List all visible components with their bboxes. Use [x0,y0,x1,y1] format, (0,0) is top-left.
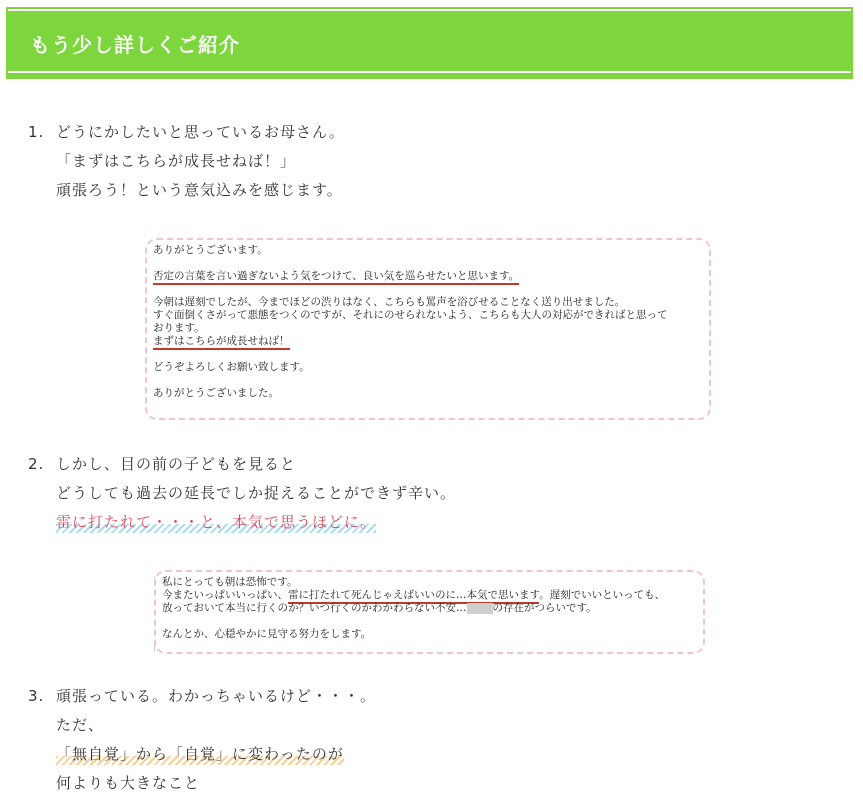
quote-line: ありがとうございました。 [153,387,279,399]
paragraph-line: しかし、目の前の子どもを見ると [56,455,297,473]
quote-line: 今朝は遅刻でしたが、今までほどの渋りはなく、こちらも罵声を浴びせることなく送り出せました。 [153,296,626,308]
quote-line: おります。 [153,322,205,334]
paragraph-line: どうしても過去の延長でしか捉えることができず辛い。 [56,484,457,502]
item-number: 1. [28,123,45,141]
paragraph-1 [28,118,345,205]
quoted-message-2 [154,570,705,654]
highlighted-text: 雷に打たれて・・・と、本気で思うほどに。 [56,513,377,531]
paragraph-line: 頑張っている。わかっちゃいるけど・・・。 [56,687,377,705]
paragraph-line: どうにかしたいと思っているお母さん。 [56,123,345,141]
quote-line: どうぞよろしくお願い致します。 [153,361,310,373]
paragraph-2 [28,450,456,537]
paragraph-line: 頑張ろう！という意気込みを感じます。 [56,181,343,199]
quote-text: の存在がつらいです。 [492,602,597,614]
quote-underlined: 雷に打たれて死んじゃえばいいのに…本気で思います [288,589,539,604]
quote-line: ありがとうございます。 [153,244,268,256]
item-number: 3. [28,687,45,705]
quote-line: すぐ面倒くさがって悪態をつくのですが、それにのせられないよう、こちらも大人の対応ができればと思って [153,309,668,321]
paragraph-3 [28,682,376,798]
quote-text: 放っておいて本当に行くのか？いつ行くのかわかわらない不安… [162,602,467,614]
quote-text: 。遅刻でいいといっても、 [539,589,666,601]
paragraph-line: ただ、 [56,716,105,734]
section-header [8,9,851,77]
quote-underlined: 否定の言葉を言い過ぎないよう気をつけて、良い気を巡らせたいと思います。 [153,270,519,285]
quoted-message-1 [145,238,711,420]
highlighted-text: 「無自覚」から「自覚」に変わったのが [56,745,344,763]
quote-line: 私にとっても朝は恐怖です。 [162,576,298,588]
paragraph-line: 「まずはこちらが成長せねば！」 [56,152,297,170]
item-number: 2. [28,455,45,473]
quote-underlined: まずはこちらが成長せねば！ [153,335,290,350]
paragraph-line: 何よりも大きなこと [56,774,201,792]
redacted-block [467,603,493,614]
section-title: もう少し詳しくご紹介 [30,33,240,57]
quote-text: 今またいっぱいいっぱい、 [162,589,288,601]
quote-line: なんとか、心穏やかに見守る努力をします。 [162,628,372,640]
